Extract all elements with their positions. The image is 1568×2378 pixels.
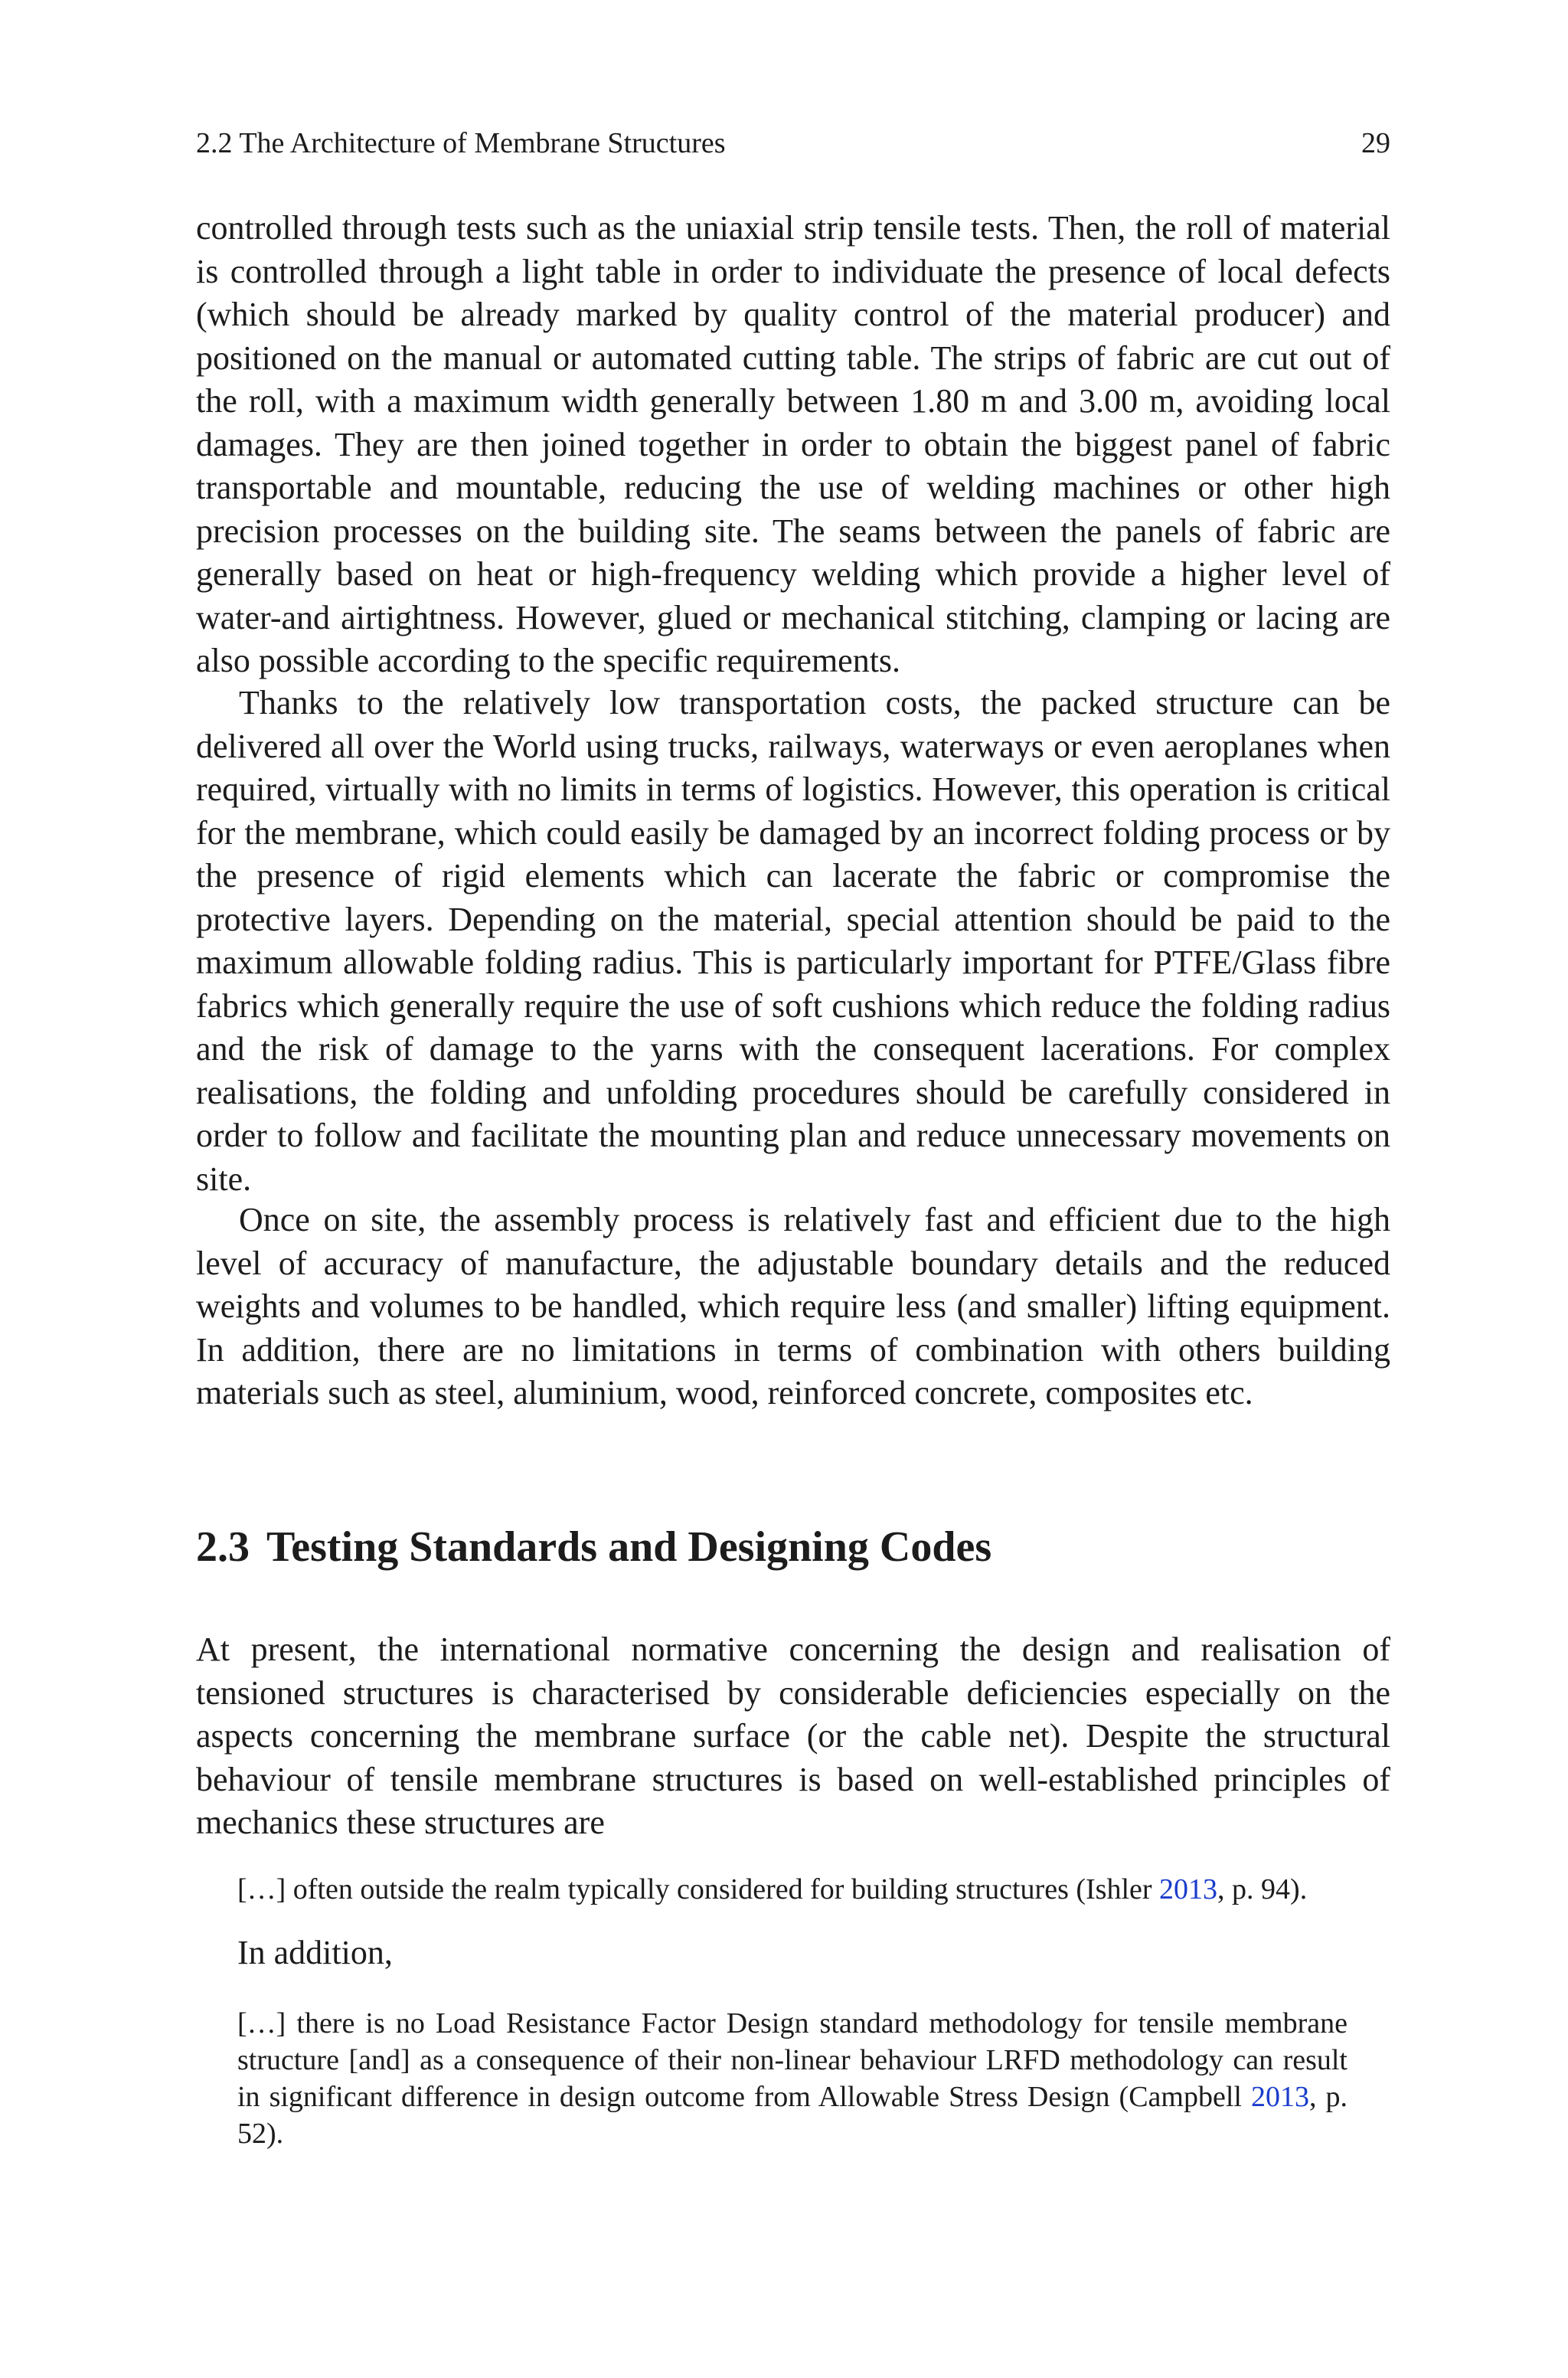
section-number: 2.3	[196, 1523, 250, 1571]
quote-text: […] there is no Load Resistance Factor Design standard methodology for tensile membrane structure [and] as a consequence of their non-linear behaviour LRFD methodology can result in significant difference in design outcome from Allowable Stress Design (Campbell	[237, 2007, 1348, 2113]
quote-reference: , p. 52).	[237, 2081, 1348, 2150]
citation-link-campbell-2013[interactable]: 2013	[1250, 2081, 1309, 2113]
quote-reference: , p. 94).	[1217, 1873, 1308, 1905]
body-paragraph-3: Once on site, the assembly process is relatively fast and efficient due to the high level of accuracy of manufacture, the adjustable boundary details and the reduced weights and volumes to be handled, which require less (and smaller) lifting equipment. In addition, there are no limitations in terms of combination with others building materials such as steel, aluminium, wood, reinforced concrete, composites etc.	[196, 1201, 1390, 1411]
running-head-section: 2.2 The Architecture of Membrane Structures	[196, 127, 726, 159]
section-paragraph: At present, the international normative concerning the design and realisation of tensioned structures is characterised by considerable deficiencies especially on the aspects concerning the membrane surface (or the cable net). Despite the structural behaviour of tensile membrane structures is based on well-established principles of mechanics these structures are	[196, 1631, 1390, 1841]
body-paragraph-2: Thanks to the relatively low transportation costs, the packed structure can be delivered all over the World using trucks, railways, waterways or even aeroplanes when required, virtually with no limits in terms of logistics. However, this operation is critical for the membrane, which could easily be damaged by an incorrect folding process or by the presence of rigid elements which can lacerate the fabric or compromise the protective layers. Depending on the material, special attention should be paid to the maximum allowable folding radius. This is particularly important for PTFE/Glass fibre fabrics which generally require the use of soft cushions which reduce the folding radius and the risk of damage to the yarns with the consequent lacerations. For complex realisations, the folding and unfolding procedures should be carefully considered in order to follow and facilitate the mounting plan and reduce unnecessary movements on site.	[196, 684, 1390, 1198]
in-addition-text: In addition,	[237, 1934, 393, 1971]
block-quote-campbell	[237, 2005, 1348, 2152]
quote-text: […] often outside the realm typically considered for building structures (Ishler	[237, 1873, 1160, 1905]
block-quote-ishler	[237, 1871, 1348, 1908]
running-head	[196, 124, 1390, 162]
section-heading	[196, 1520, 1390, 1574]
body-paragraph-1: controlled through tests such as the uniaxial strip tensile tests. Then, the roll of material is controlled through a light table in order to individuate the presence of local defects (which should be already marked by quality control of the material producer) and positioned on the manual or automated cutting table. The strips of fabric are cut out of the roll, with a maximum width generally between 1.80 m and 3.00 m, avoiding local damages. They are then joined together in order to obtain the biggest panel of fabric transportable and mountable, reducing the use of welding machines or other high precision processes on the building site. The seams between the panels of fabric are generally based on heat or high-frequency welding which provide a higher level of water-and airtightness. However, glued or mechanical stitching, clamping or lacing are also possible according to the specific requirements.	[196, 209, 1390, 679]
page-number: 29	[1361, 127, 1390, 159]
section-title: Testing Standards and Designing Codes	[266, 1523, 992, 1571]
citation-link-ishler-2013[interactable]: 2013	[1159, 1873, 1218, 1905]
